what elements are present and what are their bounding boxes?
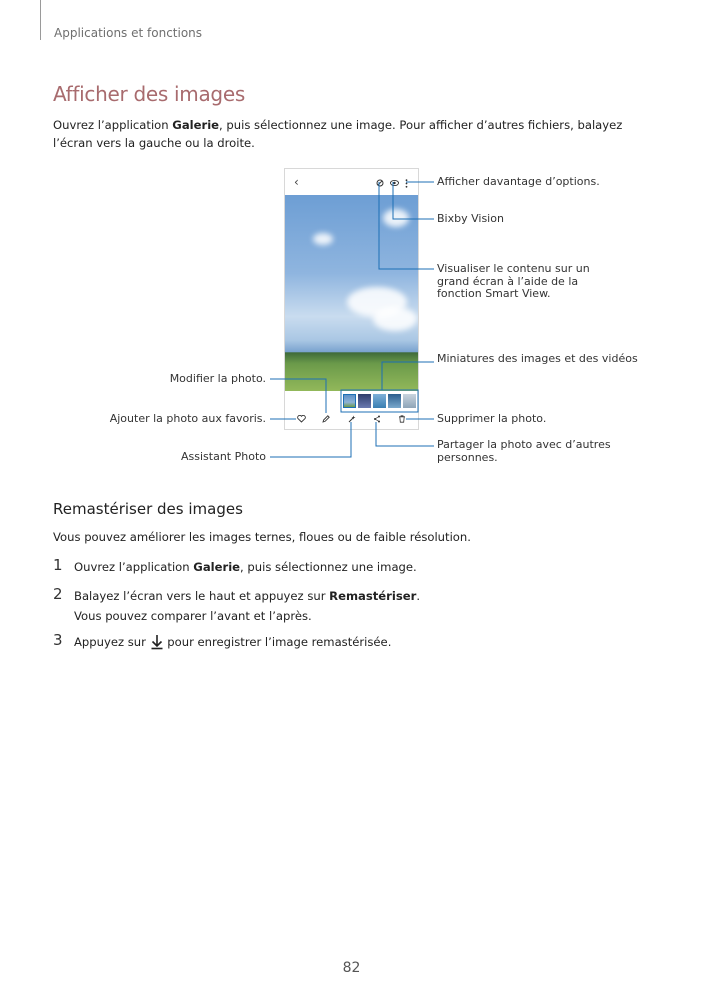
section-title-remaster: Remastériser des images: [53, 500, 243, 518]
step-number: 3: [53, 631, 63, 649]
step-2-subtext: Vous pouvez comparer l’avant et l’après.: [74, 609, 312, 623]
step-text: Balayez l’écran vers le haut et appuyez sur: [74, 589, 330, 603]
step-text: Ouvrez l’application: [74, 560, 194, 574]
download-icon: [150, 634, 164, 650]
app-name-galerie: Galerie: [172, 118, 220, 132]
step-bold: Galerie: [193, 560, 241, 574]
step-text: .: [416, 589, 421, 603]
step-3-text: [74, 633, 391, 651]
thumbnail-highlight-box: [341, 390, 418, 412]
callout-more-options: Afficher davantage d’options.: [437, 175, 600, 188]
step-text: Appuyez sur: [74, 635, 150, 649]
step-number: 2: [53, 585, 63, 603]
step-2-text: [74, 587, 420, 605]
callout-bixby-vision: Bixby Vision: [437, 212, 504, 225]
back-icon: ‹: [294, 175, 299, 189]
callout-line-thumbnails: [382, 362, 434, 390]
step-bold: Remastériser: [329, 589, 417, 603]
step-number: 1: [53, 556, 63, 574]
callout-assistant: Assistant Photo: [181, 450, 266, 463]
callout-line-bixby-vision: [393, 182, 434, 219]
callout-line-smart-view: [379, 182, 434, 269]
callout-line-assistant: [270, 422, 351, 457]
step-text: , puis sélectionnez une image.: [240, 560, 417, 574]
step-text: pour enregistrer l’image remastérisée.: [163, 635, 392, 649]
intro-text: Ouvrez l’application: [53, 118, 173, 132]
callout-thumbnails: Miniatures des images et des vidéos: [437, 352, 638, 365]
page-number: 82: [342, 960, 361, 976]
section-intro: Vous pouvez améliorer les images ternes, floues ou de faible résolution.: [53, 530, 471, 544]
callout-line-edit: [270, 379, 326, 413]
callout-delete: Supprimer la photo.: [437, 412, 547, 425]
section-header: Applications et fonctions: [54, 26, 203, 40]
callout-edit: Modifier la photo.: [169, 372, 266, 385]
step-1-text: [74, 558, 417, 576]
callout-share: Partager la photo avec d’autres personnes.: [437, 438, 611, 464]
page-title: Afficher des images: [53, 82, 245, 106]
callout-line-share: [376, 422, 434, 446]
callout-favorite: Ajouter la photo aux favoris.: [109, 412, 266, 425]
callout-smart-view: Visualiser le contenu sur un grand écran à l’aide de la fonction Smart View.: [437, 262, 590, 300]
intro-text-end: , puis sélectionnez une image. Pour afficher d’autres fichiers, balayez l’écran vers la gauche ou la droite.: [53, 118, 623, 150]
